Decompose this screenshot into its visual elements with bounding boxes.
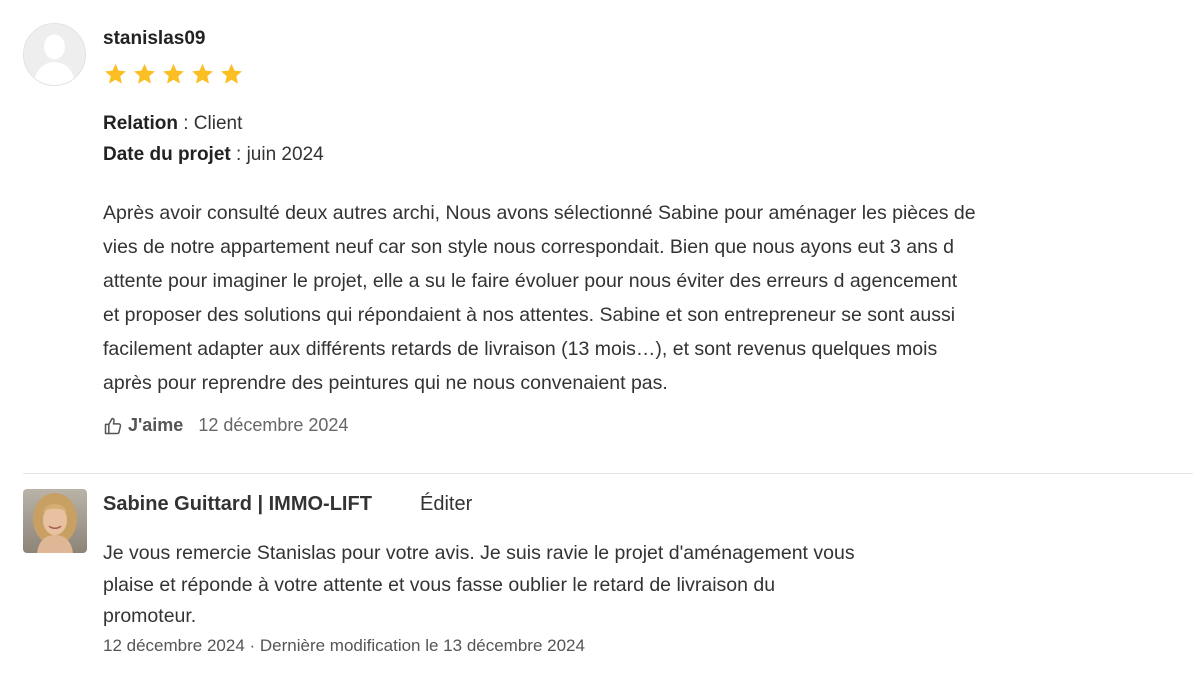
reply-text-line: promoteur. — [103, 605, 197, 627]
star-icon — [219, 62, 244, 87]
review-text-line: attente pour imaginer le projet, elle a su le faire évoluer pour nous éviter des erreurs d agencement — [103, 270, 958, 292]
star-icon — [103, 62, 128, 87]
star-icon — [190, 62, 215, 87]
reply-author-name: Sabine Guittard | IMMO-LIFT — [103, 493, 372, 515]
relation-row: Relation : Client — [103, 113, 243, 134]
review-actions — [103, 415, 348, 436]
like-label: J'aime — [128, 415, 184, 435]
profile-photo-icon — [23, 489, 87, 553]
review-text-line: vies de notre appartement neuf car son style nous correspondait. Bien que nous ayons eut 3 ans d — [103, 236, 954, 258]
relation-value: Client — [193, 113, 243, 134]
relation-label: Relation — [103, 113, 178, 134]
reviewer-username[interactable]: stanislas09 — [103, 28, 206, 49]
reply-text-line: plaise et réponde à votre attente et vous fasse oublier le retard de livraison du — [103, 573, 776, 596]
review-text-line: après pour reprendre des peintures qui ne nous convenaient pas. — [103, 372, 668, 394]
reply-footer: 12 décembre 2024 · Dernière modification le 13 décembre 2024 — [103, 636, 585, 655]
thumbs-up-icon — [103, 416, 123, 436]
reply-text — [103, 538, 855, 633]
review-date: 12 décembre 2024 — [198, 415, 349, 435]
star-icon — [132, 62, 157, 87]
review-text-line: Après avoir consulté deux autres archi, Nous avons sélectionné Sabine pour aménager les pièces de — [103, 202, 976, 224]
reply-author-avatar — [23, 489, 87, 553]
project-date-label: Date du projet — [103, 144, 231, 165]
review-text-line: et proposer des solutions qui répondaient à nos attentes. Sabine et son entrepreneur se sont aussi — [103, 304, 956, 326]
reply-text-line: Je vous remercie Stanislas pour votre avis. Je suis ravie le projet d'aménagement vous — [103, 542, 855, 564]
reviewer-avatar — [23, 23, 86, 86]
review-text-line: facilement adapter aux différents retards de livraison (13 mois…), et sont revenus quelques mois — [103, 338, 938, 360]
like-button[interactable] — [103, 415, 183, 436]
review-text — [103, 196, 1113, 400]
divider — [23, 473, 1193, 474]
project-date-row: Date du projet : juin 2024 — [103, 144, 324, 165]
edit-reply-link[interactable]: Éditer — [420, 493, 473, 515]
default-user-avatar-icon — [24, 24, 85, 85]
star-icon — [161, 62, 186, 87]
star-rating — [103, 62, 244, 87]
project-date-value: juin 2024 — [246, 144, 324, 165]
